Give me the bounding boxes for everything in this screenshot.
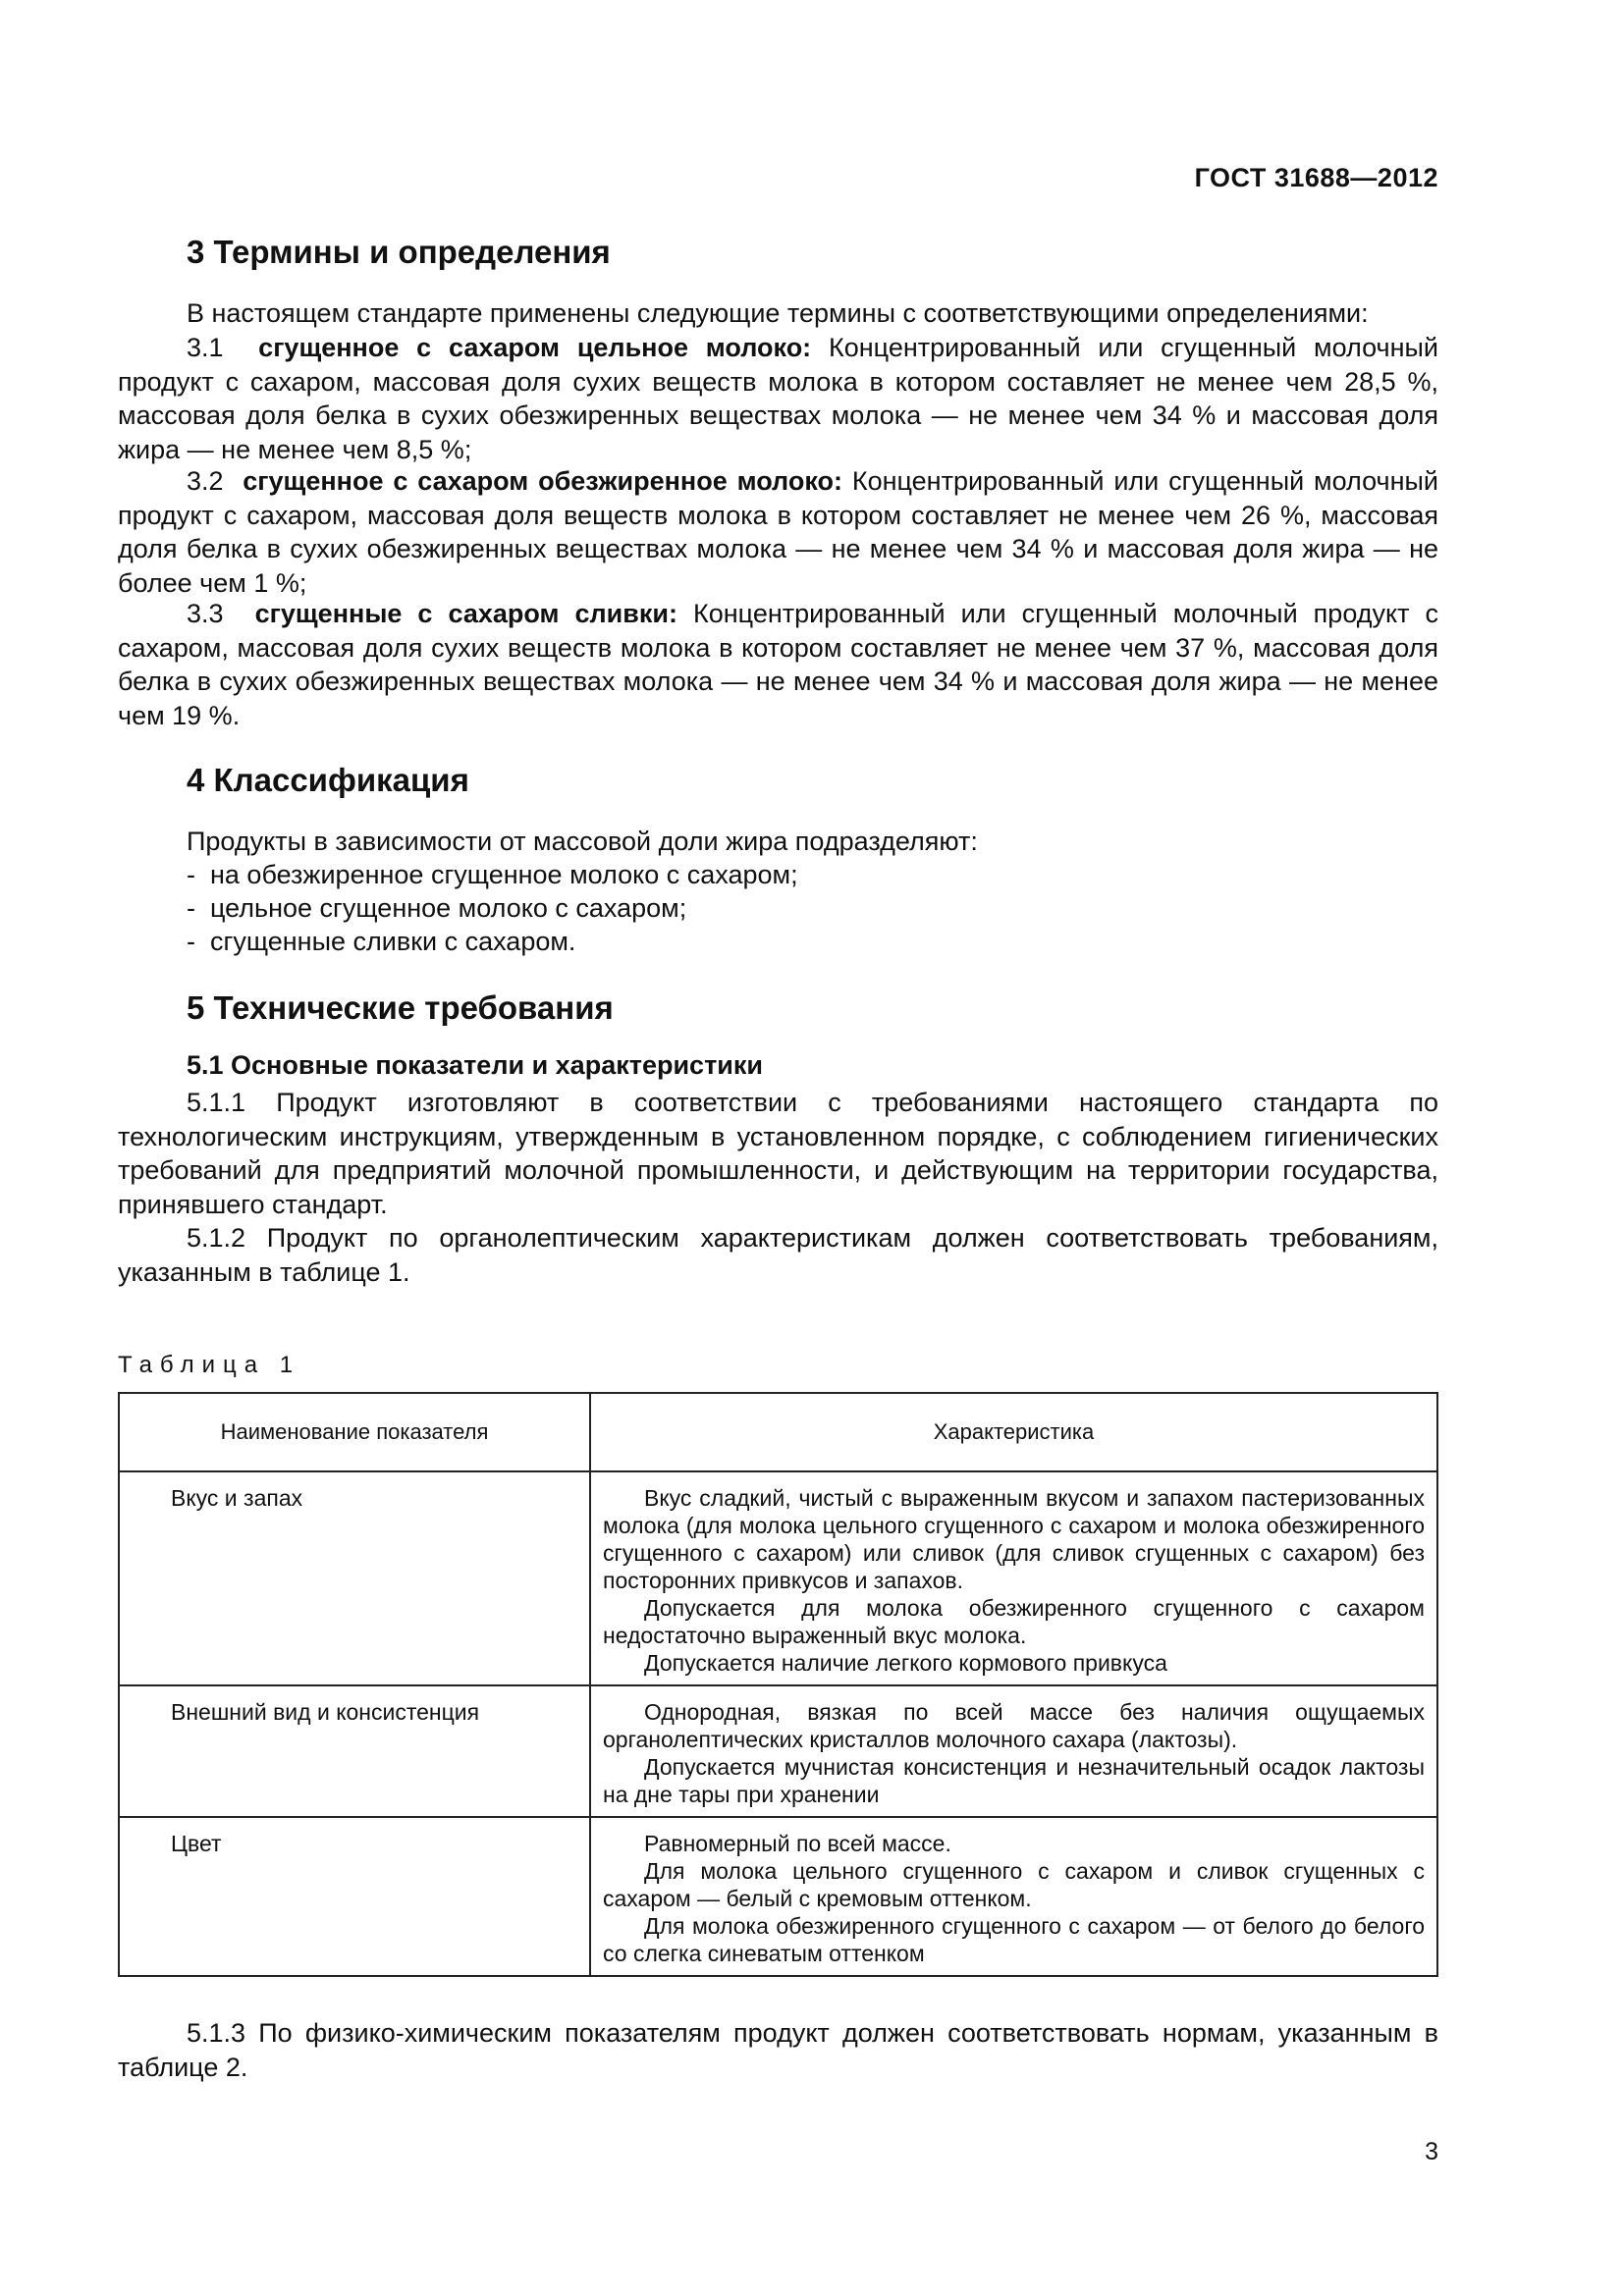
page-number: 3 <box>1425 2138 1438 2165</box>
characteristic-line: Однородная, вязкая по всей массе без наличия ощущаемых органолептических кристаллов молочного сахара (лактозы). <box>603 1699 1425 1752</box>
indicator-name: Цвет <box>119 1817 590 1976</box>
characteristic-cell <box>590 1471 1437 1685</box>
column-header: Характеристика <box>590 1393 1437 1471</box>
list-item: - цельное сгущенное молоко с сахаром; <box>187 891 1438 925</box>
section-3-intro: В настоящем стандарте применены следующие термины с соответствующими определениями: <box>187 298 1369 328</box>
section-4-title: 4 Классификация <box>187 762 469 798</box>
document-page <box>118 0 1438 2296</box>
section-3-title: 3 Термины и определения <box>187 234 611 270</box>
characteristic-line: Допускается наличие легкого кормового привкуса <box>644 1650 1167 1676</box>
indicator-name: Вкус и запах <box>119 1471 590 1685</box>
term-number: 3.3 <box>187 599 224 628</box>
characteristic-cell <box>590 1685 1437 1817</box>
term-number: 3.2 <box>187 466 224 496</box>
classification-list <box>187 858 1438 958</box>
term-number: 3.1 <box>187 333 224 362</box>
term-name: сгущенное с сахаром цельное молоко: <box>258 333 812 362</box>
table-row <box>119 1685 1437 1817</box>
characteristic-line: Допускается для молока обезжиренного сгущенного с сахаром недостаточно выраженный вкус молока. <box>603 1595 1425 1648</box>
term-3-3 <box>118 597 1438 732</box>
characteristic-line: Для молока обезжиренного сгущенного с сахаром — от белого до белого со слегка синеватым оттенком <box>603 1913 1425 1966</box>
term-definition: Концентрированный или сгущенный молочный продукт с сахаром, массовая доля веществ молока в котором составляет не менее чем 26 %, массовая доля белка в сухих обезжиренных веществах молока — не менее чем 34 % и массовая доля жира — не более чем 1 %; <box>118 466 1438 598</box>
term-3-2 <box>118 464 1438 600</box>
term-definition: Концентрированный или сгущенный молочный продукт с сахаром, массовая доля сухих веществ молока в котором составляет не менее чем 37 %, массовая доля белка в сухих обезжиренных веществах молока — не менее чем 34 % и массовая доля жира — не менее чем 19 %. <box>118 599 1439 730</box>
table-header-row <box>119 1393 1437 1471</box>
characteristic-line: Для молока цельного сгущенного с сахаром и сливок сгущенных с сахаром — белый с кремовым оттенком. <box>603 1858 1425 1911</box>
section-4-intro: Продукты в зависимости от массовой доли жира подразделяют: <box>187 827 978 856</box>
paragraph-5-1-2: 5.1.2 Продукт по органолептическим характеристикам должен соответствовать требованиям, указанным в таблице 1. <box>118 1223 1438 1287</box>
term-name: сгущенные с сахаром сливки: <box>254 599 677 628</box>
characteristic-line: Равномерный по всей массе. <box>644 1831 951 1856</box>
paragraph-5-1-3: 5.1.3 По физико-химическим показателям продукт должен соответствовать нормам, указанным в таблице 2. <box>118 2018 1438 2082</box>
section-5-title: 5 Технические требования <box>187 989 614 1026</box>
term-name: сгущенное с сахаром обезжиренное молоко: <box>243 466 842 496</box>
list-item: - на обезжиренное сгущенное молоко с сахаром; <box>187 858 1438 891</box>
table-row <box>119 1817 1437 1976</box>
indicator-name: Внешний вид и консистенция <box>119 1685 590 1817</box>
characteristic-line: Допускается мучнистая консистенция и незначительный осадок лактозы на дне тары при хранении <box>603 1754 1425 1807</box>
term-3-1 <box>118 331 1438 466</box>
list-item: - сгущенные сливки с сахаром. <box>187 925 1438 958</box>
characteristic-cell <box>590 1817 1437 1976</box>
table-caption: Таблица 1 <box>118 1352 301 1378</box>
table-row <box>119 1471 1437 1685</box>
term-definition: Концентрированный или сгущенный молочный продукт с сахаром, массовая доля сухих веществ молока в котором составляет не менее чем 28,5 %, массовая доля белка в сухих обезжиренных веществах молока — не менее чем 34 % и массовая доля жира — не менее чем 8,5 %; <box>118 333 1438 464</box>
subsection-5-1-title: 5.1 Основные показатели и характеристики <box>187 1050 763 1080</box>
table-1 <box>118 1392 1438 1977</box>
paragraph-5-1-1: 5.1.1 Продукт изготовляют в соответствии с требованиями настоящего стандарта по технологическим инструкциям, утвержденным в установленном порядке, с соблюдением гигиенических требований для предприятий молочной промышленности, и действующим на территории государства, принявшего стандарт. <box>118 1088 1438 1219</box>
column-header: Наименование показателя <box>119 1393 590 1471</box>
document-id: ГОСТ 31688—2012 <box>1194 163 1438 192</box>
characteristic-line: Вкус сладкий, чистый с выраженным вкусом и запахом пастеризованных молока (для молока цельного сгущенного с сахаром и молока обезжиренного сгущенного с сахаром) или сливок (для сливок сгущенных с сахаром) без посторонних привкусов и запахов. <box>603 1485 1425 1593</box>
